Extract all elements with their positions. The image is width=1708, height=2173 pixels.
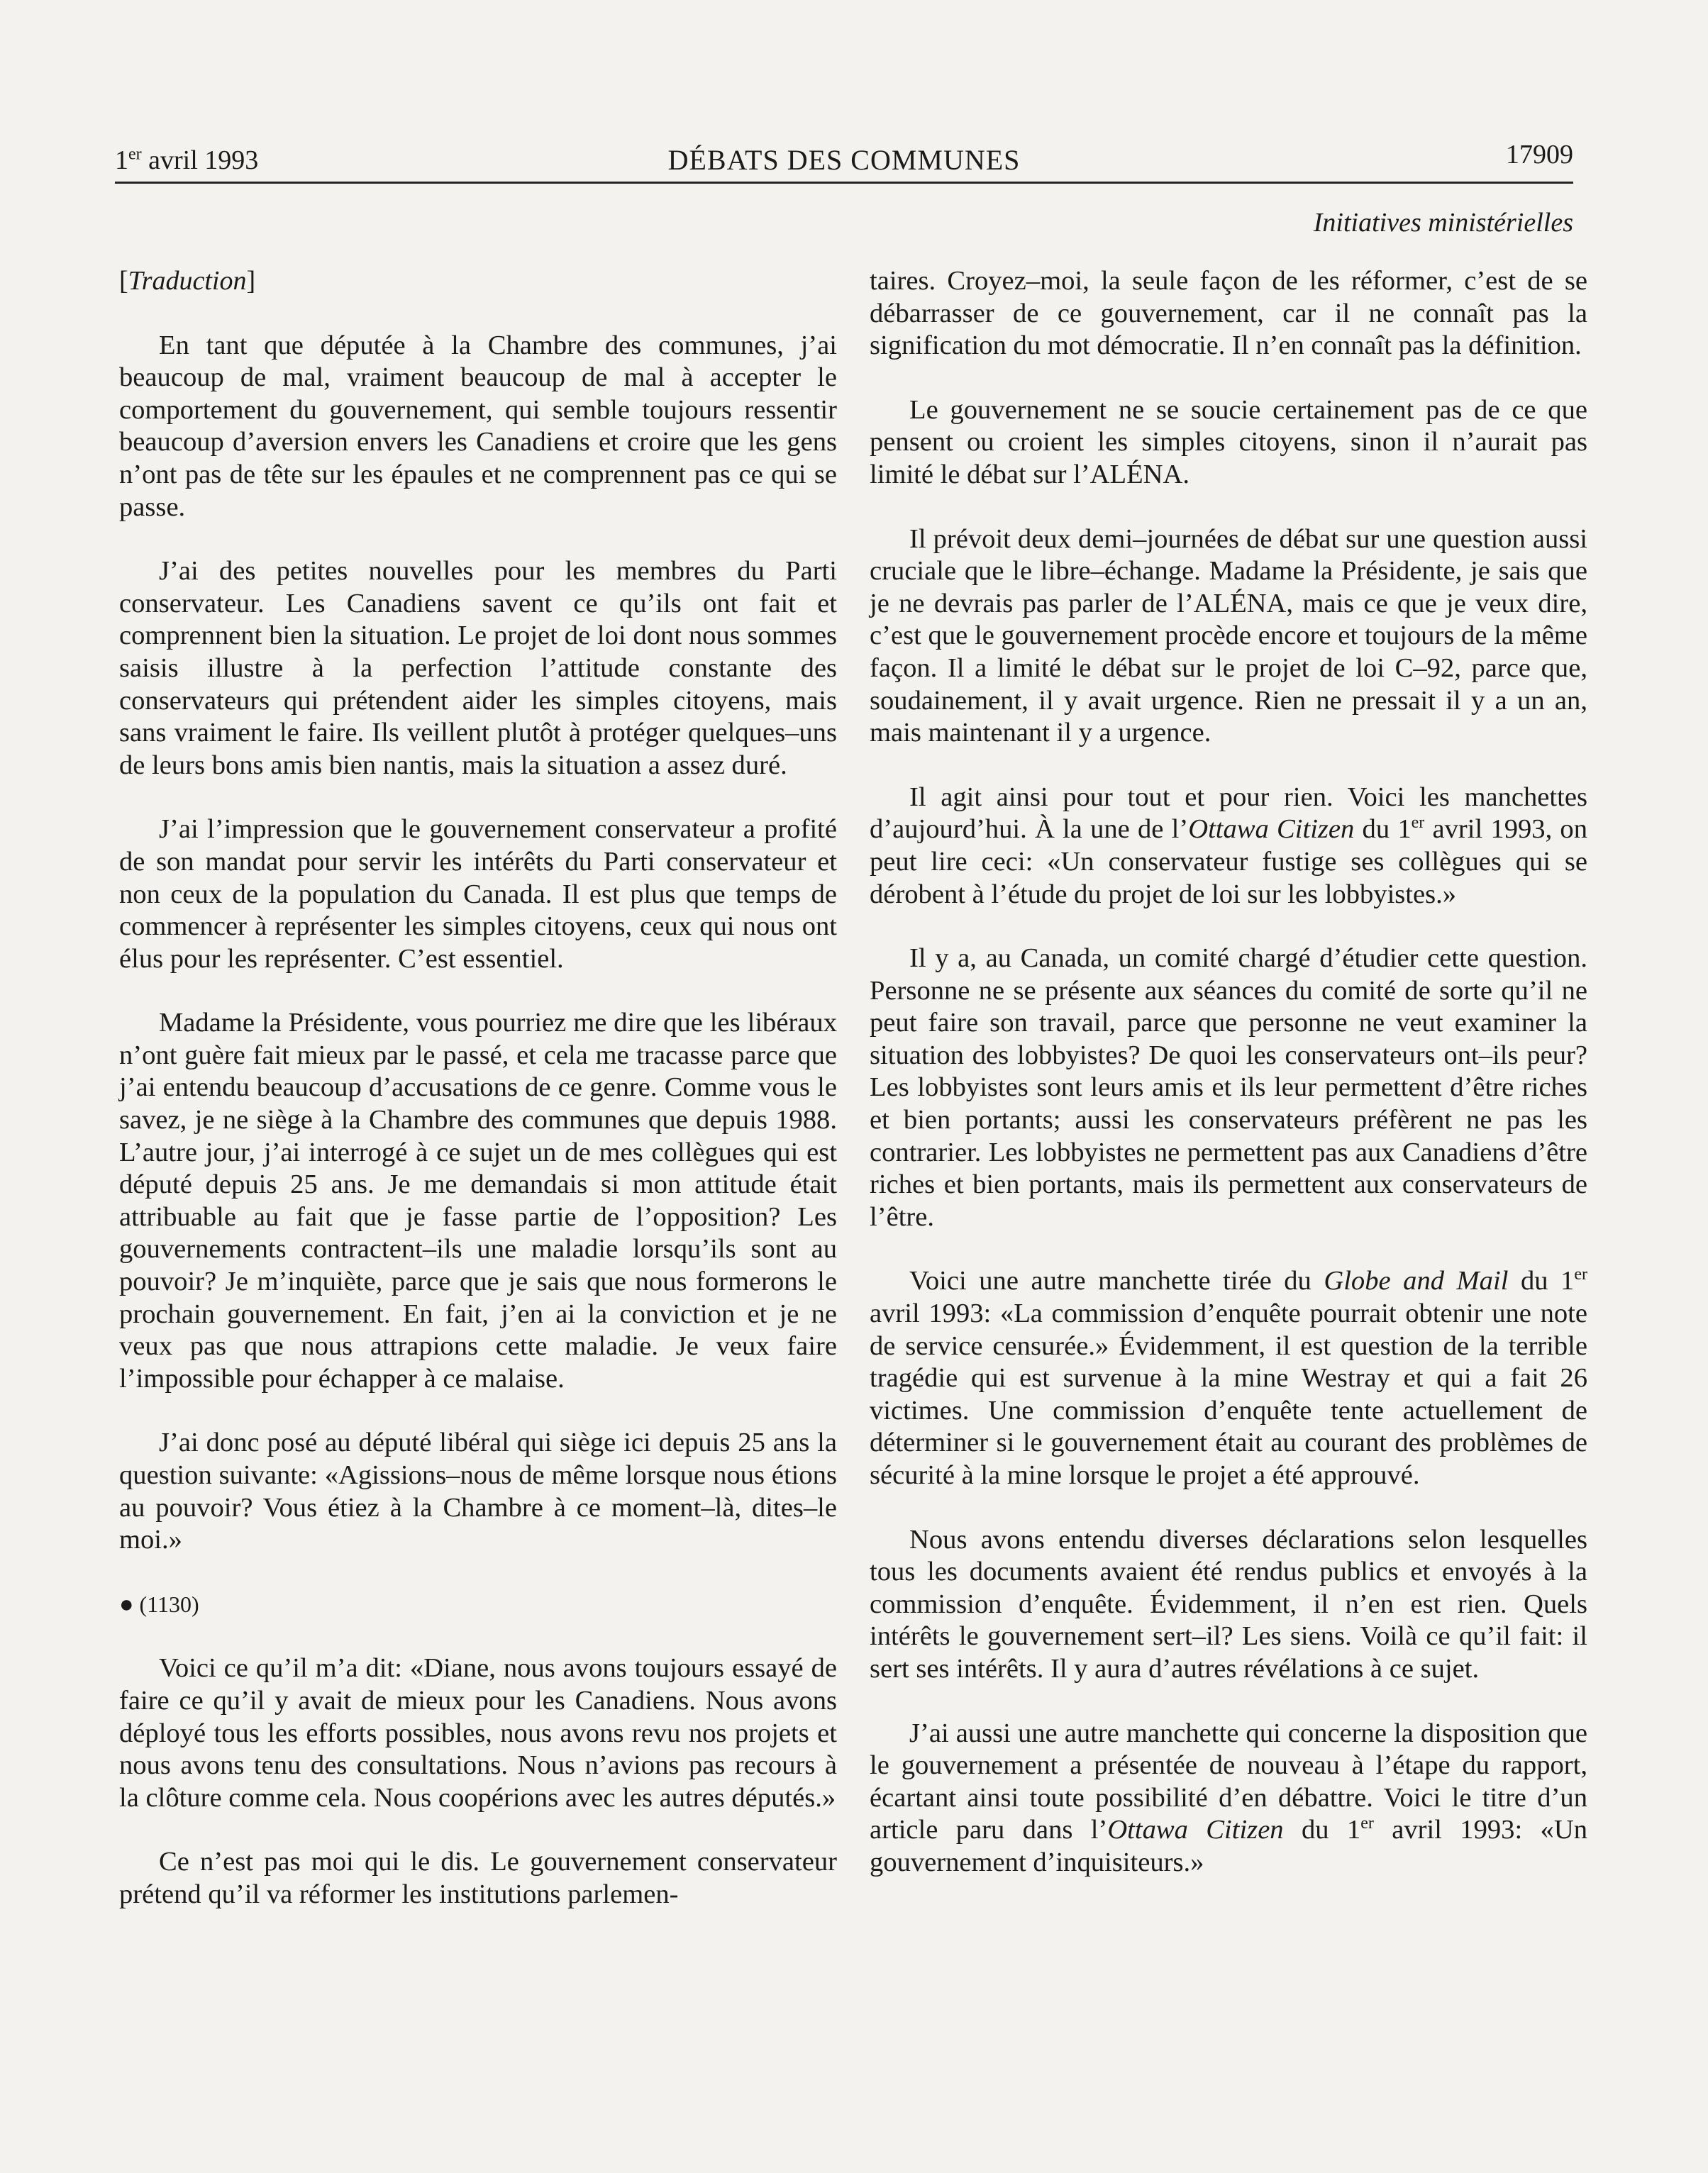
- paragraph: Le gouvernement ne se soucie certainement pas de ce que pensent ou croient les simples citoyens, sinon il n’aurait pas limité le débat sur l’ALÉNA.: [870, 394, 1587, 489]
- paragraph: Il prévoit deux demi–journées de débat sur une question aussi cruciale que le libre–échange. Madame la Présidente, je sais que je ne devrais pas parler de l’ALÉNA, mais ce que je veux dire, c’est que le gouvernement procède encore et toujours de la même façon. Il a limité le débat sur le projet de loi C–92, parce que, soudainement, il y avait urgence. Rien ne pressait il y a un an, mais maintenant il y a urgence.: [870, 523, 1587, 748]
- bullet-icon: ●: [119, 1591, 134, 1618]
- paragraph: J’ai des petites nouvelles pour les membres du Parti conservateur. Les Canadiens savent ce qu’ils ont fait et comprennent bien la situation. Le projet de loi dont nous sommes saisis illustre à la perfection l’attitude constante des conservateurs qui prétendent aider les simples citoyens, mais sans vraiment le faire. Ils veillent plutôt à protéger quelques–uns de leurs bons amis bien nantis, mais la situation a assez duré.: [119, 556, 837, 780]
- paragraph: J’ai aussi une autre manchette qui concerne la disposition que le gouvernement a présentée de nouveau à l’étape du rapport, écartant ainsi toute possibilité d’en débattre. Voici le titre d’un article paru dans l’Ottawa Citizen du 1er avril 1993: «Un gouvernement d’inquisiteurs.»: [870, 1718, 1587, 1877]
- paragraph: J’ai l’impression que le gouvernement conservateur a profité de son mandat pour servir les intérêts du Parti conservateur et non ceux de la population du Canada. Il est plus que temps de commencer à représenter les simples citoyens, ceux qui nous ont élus pour les représenter. C’est essentiel.: [119, 814, 837, 974]
- section-label: Initiatives ministérielles: [1313, 208, 1573, 238]
- page-header: [115, 139, 1573, 184]
- right-column: [870, 265, 1587, 1911]
- page-number: 17909: [1506, 140, 1573, 169]
- header-date: 1er avril 1993: [115, 145, 259, 175]
- paragraph: Il y a, au Canada, un comité chargé d’étudier cette question. Personne ne se présente aux séances du comité de sorte qu’il ne peut faire son travail, parce que personne ne veut examiner la situation des lobbyistes? De quoi les conservateurs ont–ils peur? Les lobbyistes sont leurs amis et ils leur permettent d’être riches et bien portants; aussi les conservateurs préfèrent ne pas les contrarier. Les lobbyistes ne permettent pas aux Canadiens d’être riches et bien portants, mais ils permettent aux conservateurs de l’être.: [870, 943, 1587, 1232]
- header-title: DÉBATS DES COMMUNES: [667, 144, 1021, 176]
- paragraph: Ce n’est pas moi qui le dis. Le gouvernement conservateur prétend qu’il va réformer les institutions parlemen-: [119, 1847, 837, 1909]
- left-column: [119, 265, 837, 1943]
- translation-tag: [Traduction]: [119, 266, 256, 296]
- paragraph: En tant que députée à la Chambre des communes, j’ai beaucoup de mal, vraiment beaucoup de mal à accepter le comportement du gouvernement, qui semble toujours ressentir beaucoup d’aversion envers les Canadiens et croire que les gens n’ont pas de tête sur les épaules et ne comprennent pas ce qui se passe.: [119, 330, 837, 522]
- paragraph: Voici une autre manchette tirée du Globe and Mail du 1er avril 1993: «La commission d’enquête pourrait obtenir une note de service censurée.» Évidemment, il est question de la terrible tragédie qui est survenue à la mine Westray et qui a fait 26 victimes. Une commission d’enquête tente actuellement de déterminer si le gouvernement était au courant des problèmes de sécurité à la mine lorsque le projet a été approuvé.: [870, 1265, 1588, 1490]
- paragraph: Il agit ainsi pour tout et pour rien. Voici les manchettes d’aujourd’hui. À la une de l’Ottawa Citizen du 1er avril 1993, on peut lire ceci: «Un conservateur fustige ses collègues qui se dérobent à l’étude du projet de loi sur les lobbyistes.»: [870, 782, 1588, 909]
- time-marker: ● (1130): [119, 1591, 199, 1618]
- paragraph: Madame la Présidente, vous pourriez me dire que les libéraux n’ont guère fait mieux par le passé, et cela me tracasse parce que j’ai entendu beaucoup d’accusations de ce genre. Comme vous le savez, je ne siège à la Chambre des communes que depuis 1988. L’autre jour, j’ai interrogé à ce sujet un de mes collègues qui est député depuis 25 ans. Je me demandais si mon attitude était attribuable au fait que je fasse partie de l’opposition? Les gouvernements contractent–ils une maladie lorsqu’ils sont au pouvoir? Je m’inquiète, parce que je sais que nous formerons le prochain gouvernement. En fait, j’en ai la conviction et je ne veux pas que nous attrapions cette maladie. Je veux faire l’impossible pour échapper à ce malaise.: [119, 1008, 837, 1394]
- paragraph: Nous avons entendu diverses déclarations selon lesquelles tous les documents avaient été rendus publics et envoyés à la commission d’enquête. Évidemment, il n’en est rien. Quels intérêts le gouvernement sert–il? Les siens. Voilà ce qu’il fait: il sert ses intérêts. Il y aura d’autres révélations à ce sujet.: [870, 1524, 1587, 1684]
- paragraph: Voici ce qu’il m’a dit: «Diane, nous avons toujours essayé de faire ce qu’il y avait de mieux pour les Canadiens. Nous avons déployé tous les efforts possibles, nous avons revu nos projets et nous avons tenu des consultations. Nous n’avions pas recours à la clôture comme cela. Nous coopérions avec les autres députés.»: [119, 1653, 837, 1813]
- paragraph: J’ai donc posé au député libéral qui siège ici depuis 25 ans la question suivante: «Agissions–nous de même lorsque nous étions au pouvoir? Vous étiez à la Chambre à ce moment–là, dites–le moi.»: [119, 1428, 837, 1555]
- paragraph: taires. Croyez–moi, la seule façon de les réformer, c’est de se débarrasser de ce gouvernement, car il ne connaît pas la signification du mot démocratie. Il n’en connaît pas la définition.: [870, 266, 1587, 361]
